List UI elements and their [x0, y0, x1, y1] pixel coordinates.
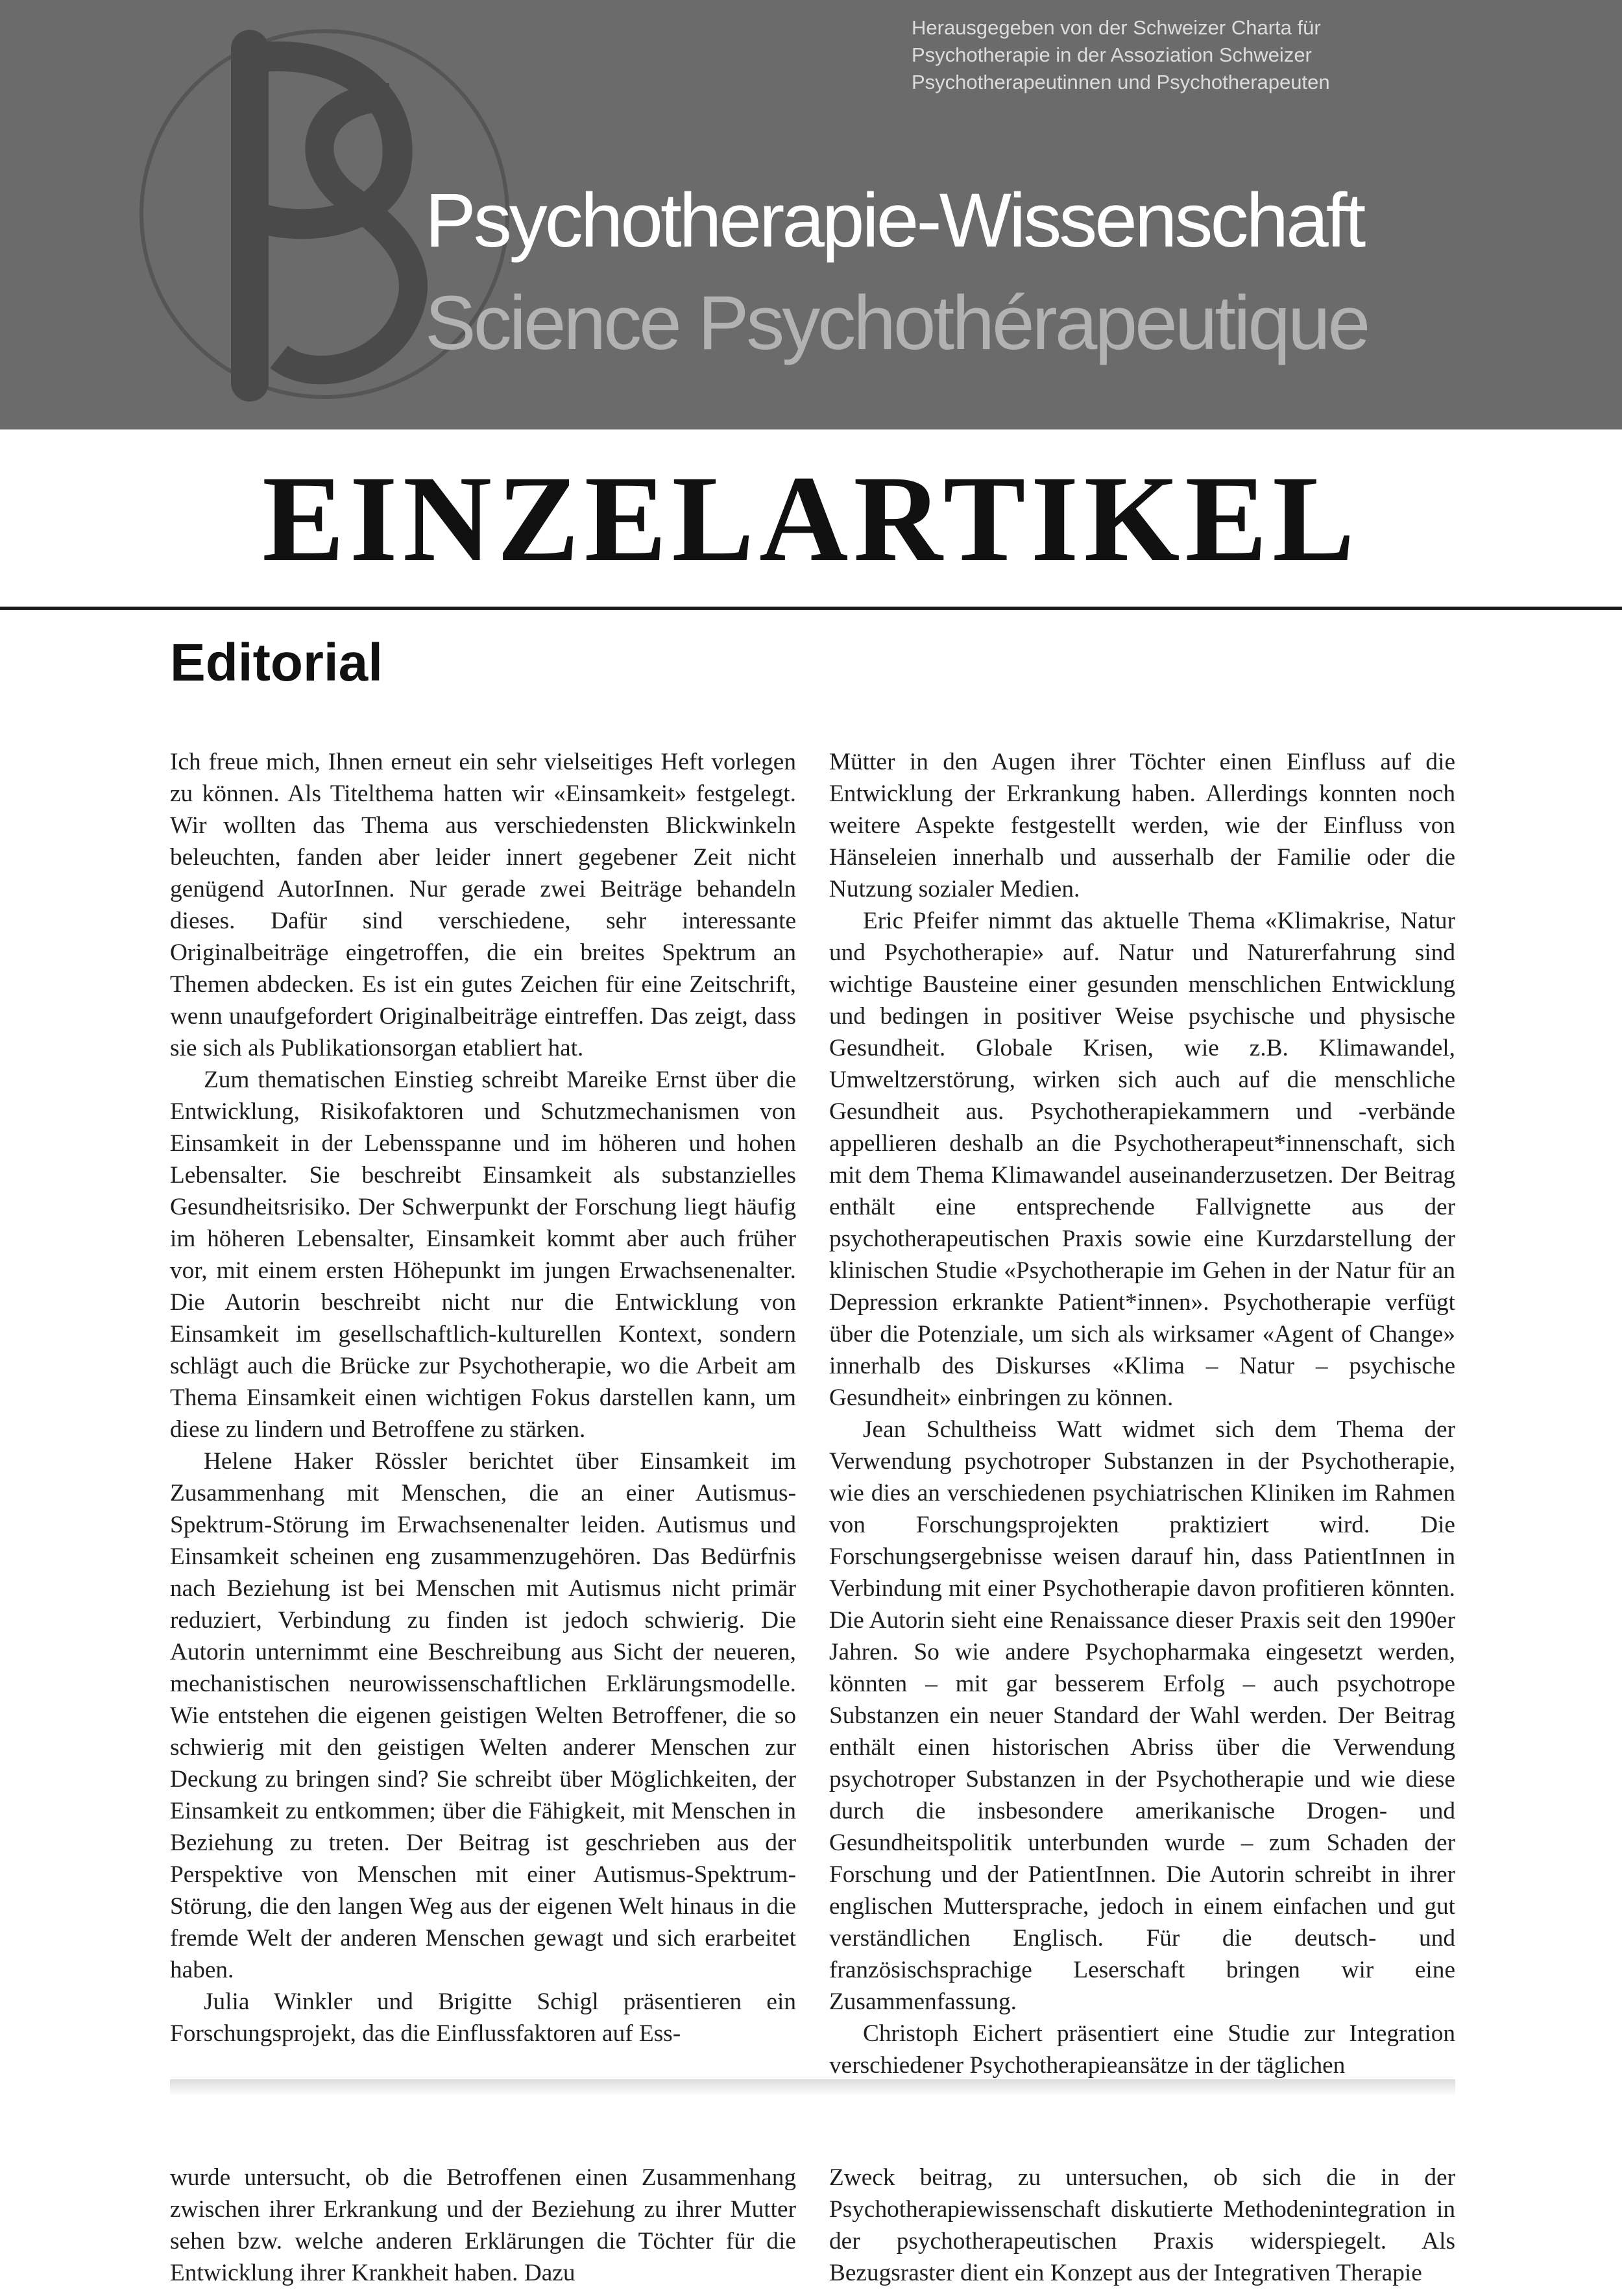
article-heading: Editorial — [170, 633, 383, 692]
publisher-line: Herausgegeben von der Schweizer Charta für — [912, 16, 1321, 39]
publisher-line: Psychotherapie in der Assoziation Schweizer — [912, 43, 1312, 66]
document-type-banner: EINZELARTIKEL — [262, 451, 1360, 587]
paragraph: Christoph Eichert präsentiert eine Studie zur Integration verschiedener Psychotherapieansätze in der täglichen — [829, 2020, 1455, 2079]
paragraph: Helene Haker Rössler berichtet über Einsamkeit im Zusammenhang mit Menschen, die an einer Autismus-Spektrum-Störung im Erwachsenenalter leiden. Autismus und Einsamkeit scheinen eng zusammenzugehören. Das Bedürfnis nach Beziehung ist bei Menschen mit Autismus nicht primär reduziert, Verbindung zu finden ist jedoch schwierig. Die Autorin unternimmt eine Beschreibung aus Sicht der neueren, mechanistischen neurowissenschaftlichen Erklärungsmodelle. Wie entstehen die eigenen geistigen Welten Betroffener, die so schwierig mit den geistigen Welten anderer Menschen zur Deckung zu bringen sind? Sie schreibt über Möglichkeiten, der Einsamkeit zu entkommen; über die Fähigkeit, mit Menschen in Beziehung zu treten. Der Beitrag ist geschrieben aus der Perspektive von Menschen mit einer Autismus-Spektrum-Störung, die den langen Weg aus der eigenen Welt hinaus in die fremde Welt der anderen Menschen gewagt und sich erarbeitet haben. — [170, 1448, 796, 1983]
journal-title-french: Science Psychothérapeutique — [425, 280, 1368, 366]
article-column-right — [829, 746, 1455, 2079]
paragraph: Jean Schultheiss Watt widmet sich dem Thema der Verwendung psychotroper Substanzen in der Psychotherapie, wie dies an verschiedenen psychiatrischen Kliniken im Rahmen von Forschungsprojekten praktiziert wird. Die Forschungsergebnisse weisen darauf hin, dass PatientInnen in Verbindung mit einer Psychotherapie davon profitieren könnten. Die Autorin sieht eine Renaissance dieser Praxis seit den 1990er Jahren. So wie andere Psychopharmaka eingesetzt werden, könnten – mit gar besserem Erfolg – auch psychotrope Substanzen ein neuer Standard der Wahl werden. Der Beitrag enthält einen historischen Abriss über die Verwendung psychotroper Substanzen in der Psychotherapie und wie diese durch die insbesondere amerikanische Drogen- und Gesundheitspolitik unterbunden wurde – zum Schaden der Forschung und der PatientInnen. Die Autorin schreibt in ihrer englischen Muttersprache, jedoch in einem einfachen und gut verständlichen Englisch. Für die deutsch- und französischsprachige Leserschaft bringen wir eine Zusammenfassung. — [829, 1416, 1455, 2015]
article-tail-left — [170, 2162, 796, 2296]
paragraph: Eric Pfeifer nimmt das aktuelle Thema «Klimakrise, Natur und Psychotherapie» auf. Natur und Naturerfahrung sind wichtige Bausteine einer gesunden menschlichen Entwicklung und bedingen in positiver Weise psychische und physische Gesundheit. Globale Krisen, wie z.B. Klimawandel, Umweltzerstörung, wirken sich auch auf die menschliche Gesundheit aus. Psychotherapiekammern und -verbände appellieren deshalb an die Psychotherapeut*innenschaft, sich mit dem Thema Klimawandel auseinanderzusetzen. Der Beitrag enthält eine entsprechende Fallvignette aus der psychotherapeutischen Praxis sowie eine Kurzdarstellung der klinischen Studie «Psychotherapie im Gehen in der Natur für an Depression erkrankte Patient*innen». Psychotherapie verfügt über die Potenziale, um sich als wirksamer «Agent of Change» innerhalb des Diskurses «Klima – Natur – psychische Gesundheit» einbringen zu können. — [829, 908, 1455, 1411]
paragraph: Zweck beitrag, zu untersuchen, ob sich die in der Psychotherapiewissenschaft diskutierte Methodenintegration in der psychotherapeutischen Praxis widerspiegelt. Als Bezugsraster dient ein Konzept aus der Integrativen Therapie — [829, 2164, 1455, 2286]
paragraph: Ich freue mich, Ihnen erneut ein sehr vielseitiges Heft vorlegen zu können. Als Titelthema hatten wir «Einsamkeit» festgelegt. Wir wollten das Thema aus verschiedensten Blickwinkeln beleuchten, fanden aber leider innert gegebener Zeit nicht genügend AutorInnen. Nur gerade zwei Beiträge behandeln dieses. Dafür sind verschiedene, sehr interessante Originalbeiträge eingetroffen, die ein breites Spektrum an Themen abdecken. Es ist ein gutes Zeichen für eine Zeitschrift, wenn unaufgefordert Originalbeiträge eintreffen. Das zeigt, dass sie sich als Publikationsorgan etabliert hat. — [170, 749, 796, 1061]
article-tail-right — [829, 2162, 1455, 2296]
header-divider — [0, 607, 1622, 610]
article-column-left — [170, 746, 796, 2079]
paragraph: Zum thematischen Einstieg schreibt Mareike Ernst über die Entwicklung, Risikofaktoren und Schutzmechanismen von Einsamkeit in der Lebensspanne und im höheren und hohen Lebensalter. Sie beschreibt Einsamkeit als substanzielles Gesundheitsrisiko. Der Schwerpunkt der Forschung liegt häufig im höheren Lebensalter, Einsamkeit kommt aber auch früher vor, mit einem ersten Höhepunkt im jungen Erwachsenenalter. Die Autorin beschreibt nicht nur die Entwicklung von Einsamkeit im gesellschaftlich-kulturellen Kontext, sondern schlägt auch die Brücke zur Psychotherapie, wo die Arbeit am Thema Einsamkeit einen wichtigen Fokus darstellen kann, um diese zu lindern und Betroffene zu stärken. — [170, 1067, 796, 1443]
paragraph: wurde untersucht, ob die Betroffenen einen Zusammenhang zwischen ihrer Erkrankung und der Beziehung zu ihrer Mutter sehen bzw. welche anderen Erklärungen die Töchter für die Entwicklung ihrer Krankheit haben. Dazu — [170, 2164, 796, 2286]
journal-header — [0, 0, 1622, 429]
publisher-note — [912, 14, 1560, 96]
journal-title-german: Psychotherapie-Wissenschaft — [425, 178, 1364, 263]
paragraph: Julia Winkler und Brigitte Schigl präsentieren ein Forschungsprojekt, das die Einflussfaktoren auf Ess- — [170, 1988, 796, 2047]
preview-gap-shadow — [170, 2079, 1455, 2096]
publisher-line: Psychotherapeutinnen und Psychotherapeuten — [912, 71, 1330, 93]
paragraph: Mütter in den Augen ihrer Töchter einen Einfluss auf die Entwicklung der Erkrankung haben. Allerdings konnten noch weitere Aspekte festgestellt werden, wie der Einfluss von Hänseleien innerhalb und ausserhalb der Familie oder die Nutzung sozialer Medien. — [829, 749, 1455, 902]
